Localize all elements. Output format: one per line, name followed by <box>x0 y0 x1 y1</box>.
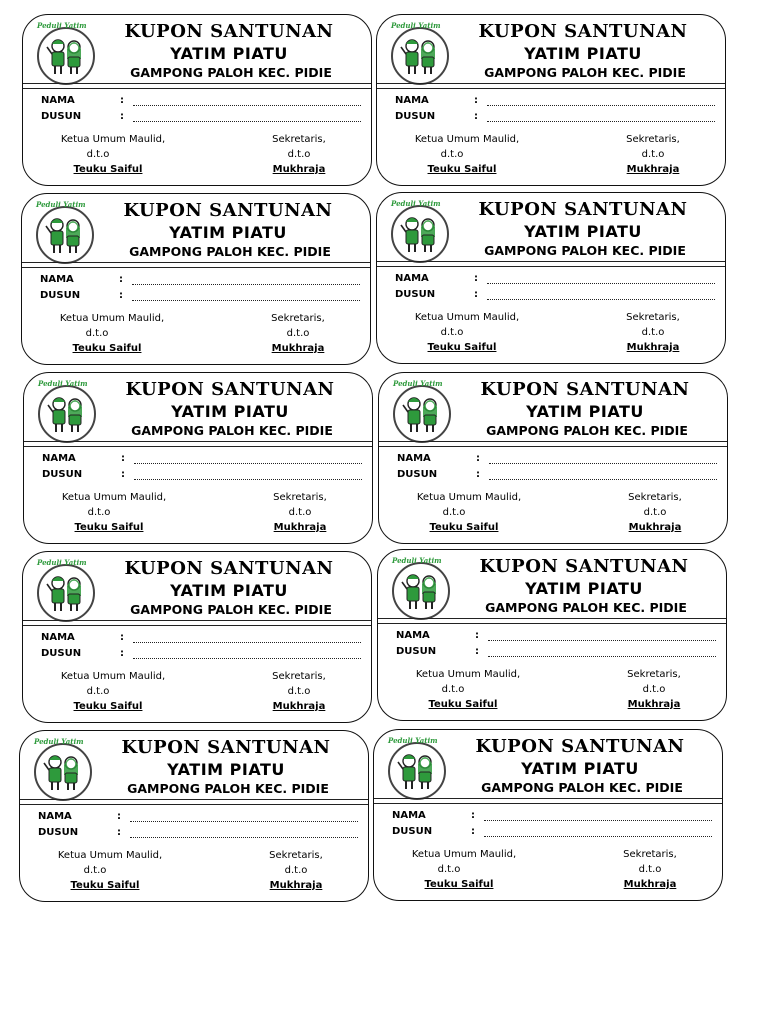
field-label-nama: NAMA <box>392 810 426 821</box>
field-sep: : <box>475 646 479 657</box>
nama-blank-line[interactable] <box>484 820 712 821</box>
nama-blank-line[interactable] <box>132 284 360 285</box>
signatory-name-ketua: Teuku Saiful <box>427 342 497 353</box>
field-label-nama: NAMA <box>397 453 431 464</box>
coupon-location: GAMPONG PALOH KEC. PIDIE <box>127 781 329 796</box>
field-sep: : <box>121 453 125 464</box>
divider <box>378 623 726 624</box>
signatory-name-ketua: Teuku Saiful <box>428 699 498 710</box>
divider <box>374 803 722 804</box>
coupon-title: KUPON SANTUNAN <box>475 736 685 757</box>
field-sep: : <box>474 111 478 122</box>
field-label-dusun: DUSUN <box>392 826 433 837</box>
divider <box>377 266 725 267</box>
divider <box>20 799 368 800</box>
field-sep: : <box>117 827 121 838</box>
field-sep: : <box>120 95 124 106</box>
coupon-location: GAMPONG PALOH KEC. PIDIE <box>130 602 332 617</box>
coupon-card <box>376 14 726 186</box>
field-sep: : <box>120 632 124 643</box>
divider <box>374 798 722 799</box>
divider <box>23 88 371 89</box>
signatory-dto: d.t.o <box>440 149 464 160</box>
field-label-nama: NAMA <box>41 632 75 643</box>
orphan-children-icon <box>40 387 94 441</box>
signatory-role-sekretaris: Sekretaris, <box>626 134 680 145</box>
coupon-card <box>378 372 728 544</box>
coupon-subtitle: YATIM PIATU <box>171 402 289 421</box>
dusun-blank-line[interactable] <box>488 656 716 657</box>
field-sep: : <box>120 111 124 122</box>
signatory-role-ketua: Ketua Umum Maulid, <box>59 313 165 324</box>
signatory-name-sekretaris: Mukhraja <box>627 699 681 710</box>
field-label-nama: NAMA <box>395 273 429 284</box>
divider <box>20 804 368 805</box>
nama-blank-line[interactable] <box>489 463 717 464</box>
field-label-dusun: DUSUN <box>397 469 438 480</box>
field-sep: : <box>476 469 480 480</box>
field-sep: : <box>471 826 475 837</box>
signatory-name-ketua: Teuku Saiful <box>429 522 499 533</box>
coupon-subtitle: YATIM PIATU <box>525 579 643 598</box>
coupon-subtitle: YATIM PIATU <box>170 581 288 600</box>
field-sep: : <box>120 648 124 659</box>
signatory-dto: d.t.o <box>441 684 465 695</box>
coupon-location: GAMPONG PALOH KEC. PIDIE <box>481 780 683 795</box>
dusun-blank-line[interactable] <box>489 479 717 480</box>
field-sep: : <box>117 811 121 822</box>
coupon-title: KUPON SANTUNAN <box>123 200 333 221</box>
nama-blank-line[interactable] <box>133 105 361 106</box>
logo-text: Peduli Yatim <box>37 558 87 567</box>
field-label-dusun: DUSUN <box>42 469 83 480</box>
field-label-dusun: DUSUN <box>395 111 436 122</box>
coupon-location: GAMPONG PALOH KEC. PIDIE <box>486 423 688 438</box>
divider <box>22 267 370 268</box>
signatory-dto: d.t.o <box>284 865 308 876</box>
logo <box>34 379 98 443</box>
divider <box>379 441 727 442</box>
signatory-name-ketua: Teuku Saiful <box>73 164 143 175</box>
signatory-dto: d.t.o <box>440 327 464 338</box>
coupon-card <box>22 14 372 186</box>
coupon-subtitle: YATIM PIATU <box>526 402 644 421</box>
coupon-title: KUPON SANTUNAN <box>479 556 689 577</box>
orphan-children-icon <box>38 208 92 262</box>
coupon-title: KUPON SANTUNAN <box>121 737 331 758</box>
logo-text: Peduli Yatim <box>37 21 87 30</box>
signatory-name-ketua: Teuku Saiful <box>70 880 140 891</box>
signatory-role-ketua: Ketua Umum Maulid, <box>60 134 166 145</box>
coupon-card <box>23 372 373 544</box>
signatory-role-ketua: Ketua Umum Maulid, <box>416 492 522 503</box>
coupon-card <box>377 549 727 721</box>
divider <box>377 261 725 262</box>
signatory-name-sekretaris: Mukhraja <box>272 164 326 175</box>
signatory-role-sekretaris: Sekretaris, <box>272 671 326 682</box>
coupon-title: KUPON SANTUNAN <box>480 379 690 400</box>
coupon-location: GAMPONG PALOH KEC. PIDIE <box>484 243 686 258</box>
logo-circle-icon <box>37 27 95 85</box>
signatory-name-ketua: Teuku Saiful <box>427 164 497 175</box>
divider <box>23 83 371 84</box>
nama-blank-line[interactable] <box>488 640 716 641</box>
signatory-name-sekretaris: Mukhraja <box>271 343 325 354</box>
signatory-dto: d.t.o <box>85 328 109 339</box>
signatory-dto: d.t.o <box>442 507 466 518</box>
field-label-dusun: DUSUN <box>40 290 81 301</box>
logo-circle-icon <box>37 564 95 622</box>
signatory-name-sekretaris: Mukhraja <box>269 880 323 891</box>
signatory-dto: d.t.o <box>638 864 662 875</box>
signatory-dto: d.t.o <box>83 865 107 876</box>
orphan-children-icon <box>36 745 90 799</box>
field-sep: : <box>474 289 478 300</box>
logo-circle-icon <box>38 385 96 443</box>
signatory-role-ketua: Ketua Umum Maulid, <box>60 671 166 682</box>
field-sep: : <box>471 810 475 821</box>
coupon-location: GAMPONG PALOH KEC. PIDIE <box>485 600 687 615</box>
signatory-role-ketua: Ketua Umum Maulid, <box>415 669 521 680</box>
signatory-role-sekretaris: Sekretaris, <box>623 849 677 860</box>
signatory-role-sekretaris: Sekretaris, <box>273 492 327 503</box>
logo <box>384 736 448 800</box>
logo-text: Peduli Yatim <box>36 200 86 209</box>
dusun-blank-line[interactable] <box>134 479 362 480</box>
nama-blank-line[interactable] <box>130 821 358 822</box>
signatory-dto: d.t.o <box>641 149 665 160</box>
coupon-subtitle: YATIM PIATU <box>170 44 288 63</box>
logo <box>33 21 97 85</box>
coupon-card <box>19 730 369 902</box>
signatory-role-ketua: Ketua Umum Maulid, <box>414 134 520 145</box>
coupon-card <box>373 729 723 901</box>
logo <box>387 199 451 263</box>
logo-text: Peduli Yatim <box>388 736 438 745</box>
signatory-dto: d.t.o <box>437 864 461 875</box>
divider <box>377 88 725 89</box>
dusun-blank-line[interactable] <box>133 121 361 122</box>
signatory-name-sekretaris: Mukhraja <box>628 522 682 533</box>
divider <box>379 446 727 447</box>
signatory-name-sekretaris: Mukhraja <box>623 879 677 890</box>
logo <box>30 737 94 801</box>
field-label-nama: NAMA <box>395 95 429 106</box>
coupon-card <box>376 192 726 364</box>
dusun-blank-line[interactable] <box>133 658 361 659</box>
logo-circle-icon <box>391 27 449 85</box>
logo <box>32 200 96 264</box>
signatory-dto: d.t.o <box>643 507 667 518</box>
field-label-nama: NAMA <box>41 95 75 106</box>
logo <box>33 558 97 622</box>
field-label-dusun: DUSUN <box>41 111 82 122</box>
divider <box>22 262 370 263</box>
logo-text: Peduli Yatim <box>391 21 441 30</box>
field-label-dusun: DUSUN <box>395 289 436 300</box>
field-label-nama: NAMA <box>42 453 76 464</box>
signatory-name-ketua: Teuku Saiful <box>72 343 142 354</box>
divider <box>23 620 371 621</box>
signatory-role-ketua: Ketua Umum Maulid, <box>61 492 167 503</box>
orphan-children-icon <box>390 744 444 798</box>
signatory-dto: d.t.o <box>286 328 310 339</box>
coupon-location: GAMPONG PALOH KEC. PIDIE <box>130 65 332 80</box>
field-sep: : <box>474 273 478 284</box>
divider <box>24 446 372 447</box>
signatory-name-ketua: Teuku Saiful <box>424 879 494 890</box>
signatory-name-sekretaris: Mukhraja <box>626 342 680 353</box>
coupon-card <box>22 551 372 723</box>
field-label-nama: NAMA <box>396 630 430 641</box>
signatory-dto: d.t.o <box>288 507 312 518</box>
orphan-children-icon <box>39 566 93 620</box>
coupon-subtitle: YATIM PIATU <box>524 222 642 241</box>
nama-blank-line[interactable] <box>487 283 715 284</box>
coupon-subtitle: YATIM PIATU <box>169 223 287 242</box>
coupon-subtitle: YATIM PIATU <box>521 759 639 778</box>
field-sep: : <box>476 453 480 464</box>
divider <box>377 83 725 84</box>
field-label-nama: NAMA <box>38 811 72 822</box>
nama-blank-line[interactable] <box>133 642 361 643</box>
signatory-dto: d.t.o <box>87 507 111 518</box>
orphan-children-icon <box>393 29 447 83</box>
field-sep: : <box>475 630 479 641</box>
orphan-children-icon <box>395 387 449 441</box>
dusun-blank-line[interactable] <box>487 299 715 300</box>
signatory-name-ketua: Teuku Saiful <box>73 701 143 712</box>
dusun-blank-line[interactable] <box>130 837 358 838</box>
signatory-dto: d.t.o <box>86 149 110 160</box>
dusun-blank-line[interactable] <box>487 121 715 122</box>
signatory-dto: d.t.o <box>287 149 311 160</box>
signatory-role-sekretaris: Sekretaris, <box>627 669 681 680</box>
signatory-role-ketua: Ketua Umum Maulid, <box>57 850 163 861</box>
signatory-dto: d.t.o <box>642 684 666 695</box>
field-sep: : <box>474 95 478 106</box>
field-label-nama: NAMA <box>40 274 74 285</box>
coupon-location: GAMPONG PALOH KEC. PIDIE <box>131 423 333 438</box>
nama-blank-line[interactable] <box>134 463 362 464</box>
logo-circle-icon <box>391 205 449 263</box>
coupon-title: KUPON SANTUNAN <box>478 199 688 220</box>
dusun-blank-line[interactable] <box>132 300 360 301</box>
orphan-children-icon <box>393 207 447 261</box>
signatory-role-ketua: Ketua Umum Maulid, <box>411 849 517 860</box>
signatory-name-sekretaris: Mukhraja <box>626 164 680 175</box>
nama-blank-line[interactable] <box>487 105 715 106</box>
field-sep: : <box>119 290 123 301</box>
signatory-dto: d.t.o <box>287 686 311 697</box>
logo-circle-icon <box>392 562 450 620</box>
field-label-dusun: DUSUN <box>41 648 82 659</box>
coupon-location: GAMPONG PALOH KEC. PIDIE <box>129 244 331 259</box>
logo-text: Peduli Yatim <box>392 556 442 565</box>
logo-text: Peduli Yatim <box>38 379 88 388</box>
field-sep: : <box>119 274 123 285</box>
orphan-children-icon <box>39 29 93 83</box>
logo-circle-icon <box>36 206 94 264</box>
logo-text: Peduli Yatim <box>34 737 84 746</box>
signatory-role-sekretaris: Sekretaris, <box>628 492 682 503</box>
divider <box>24 441 372 442</box>
coupon-title: KUPON SANTUNAN <box>125 379 335 400</box>
coupon-title: KUPON SANTUNAN <box>124 558 334 579</box>
signatory-name-sekretaris: Mukhraja <box>273 522 327 533</box>
signatory-name-ketua: Teuku Saiful <box>74 522 144 533</box>
signatory-role-sekretaris: Sekretaris, <box>626 312 680 323</box>
coupon-title: KUPON SANTUNAN <box>124 21 334 42</box>
logo <box>389 379 453 443</box>
signatory-role-sekretaris: Sekretaris, <box>271 313 325 324</box>
signatory-dto: d.t.o <box>641 327 665 338</box>
coupon-title: KUPON SANTUNAN <box>478 21 688 42</box>
logo-text: Peduli Yatim <box>393 379 443 388</box>
logo <box>387 21 451 85</box>
field-label-dusun: DUSUN <box>396 646 437 657</box>
divider <box>378 618 726 619</box>
signatory-dto: d.t.o <box>86 686 110 697</box>
orphan-children-icon <box>394 564 448 618</box>
dusun-blank-line[interactable] <box>484 836 712 837</box>
signatory-role-sekretaris: Sekretaris, <box>269 850 323 861</box>
field-label-dusun: DUSUN <box>38 827 79 838</box>
logo-circle-icon <box>388 742 446 800</box>
coupon-location: GAMPONG PALOH KEC. PIDIE <box>484 65 686 80</box>
logo <box>388 556 452 620</box>
logo-circle-icon <box>393 385 451 443</box>
field-sep: : <box>121 469 125 480</box>
logo-circle-icon <box>34 743 92 801</box>
coupon-card <box>21 193 371 365</box>
coupon-subtitle: YATIM PIATU <box>524 44 642 63</box>
signatory-name-sekretaris: Mukhraja <box>272 701 326 712</box>
divider <box>23 625 371 626</box>
signatory-role-sekretaris: Sekretaris, <box>272 134 326 145</box>
logo-text: Peduli Yatim <box>391 199 441 208</box>
coupon-subtitle: YATIM PIATU <box>167 760 285 779</box>
signatory-role-ketua: Ketua Umum Maulid, <box>414 312 520 323</box>
